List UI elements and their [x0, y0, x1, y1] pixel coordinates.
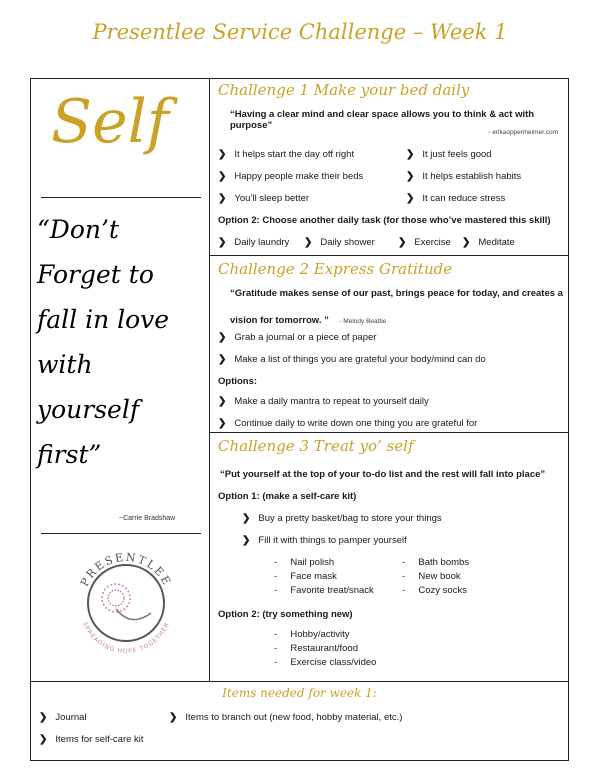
quote-line: with: [37, 350, 93, 379]
challenge-1-source: - erikaoppenheimer.com: [488, 129, 558, 136]
arrow-icon: ❯: [406, 149, 415, 160]
challenge-3: [210, 433, 568, 681]
quote-attribution: ~Carrie Bradshaw: [119, 515, 176, 522]
list-item: - Restaurant/food: [274, 643, 358, 654]
list-item: ❯ It can reduce stress: [406, 193, 506, 204]
list-item: ❯ Happy people make their beds: [218, 171, 364, 182]
challenge-1-quote: “Having a clear mind and clear space allows you to think & act with purpose”: [230, 109, 535, 131]
arrow-icon: ❯: [218, 237, 227, 248]
arrow-icon: ❯: [218, 332, 227, 343]
list-item: - New book: [402, 571, 461, 582]
list-item: ❯ Items to branch out (new food, hobby material, etc.): [169, 712, 403, 723]
challenge-1: [210, 79, 568, 256]
list-item: - Hobby/activity: [274, 629, 350, 640]
logo-text-bottom: SPREADING HOPE TOGETHER: [80, 621, 172, 656]
challenge-2-options-label: Options:: [218, 376, 258, 387]
list-item: ❯ Make a daily mantra to repeat to yourself daily: [218, 396, 429, 407]
arrow-icon: ❯: [242, 513, 251, 524]
challenge-table: [30, 78, 569, 682]
arrow-icon: ❯: [218, 418, 227, 429]
divider: [41, 533, 201, 534]
list-item: ❯ Journal: [39, 712, 87, 723]
list-item: - Bath bombs: [402, 557, 470, 568]
arrow-icon: ❯: [218, 354, 227, 365]
arrow-icon: ❯: [39, 734, 48, 745]
list-item: ❯ Continue daily to write down one thing you are grateful for: [218, 418, 478, 429]
arrow-icon: ❯: [169, 712, 178, 723]
challenge-2: [210, 256, 568, 433]
list-item: ❯ Exercise: [398, 237, 451, 248]
self-heading: Self: [51, 87, 170, 157]
list-item: ❯ Daily shower: [304, 237, 375, 248]
quote-line: yourself: [37, 395, 140, 424]
quote-line: “Don’t: [37, 215, 119, 244]
page-title: Presentlee Service Challenge – Week 1: [92, 20, 508, 44]
svg-text:PRESENTLEE: [78, 551, 174, 589]
arrow-icon: ❯: [218, 193, 227, 204]
list-item: ❯ It helps start the day off right: [218, 149, 355, 160]
arrow-icon: ❯: [398, 237, 407, 248]
challenge-1-heading: Challenge 1 Make your bed daily: [218, 81, 470, 99]
arrow-icon: ❯: [304, 237, 313, 248]
arrow-icon: ❯: [406, 193, 415, 204]
divider: [41, 197, 201, 198]
challenge-1-option-2: Option 2: Choose another daily task (for those who’ve mastered this skill): [218, 215, 551, 226]
challenge-2-quote: “Gratitude makes sense of our past, brings peace for today, and creates a: [230, 288, 563, 299]
challenge-2-heading: Challenge 2 Express Gratitude: [218, 260, 453, 278]
list-item: - Cozy socks: [402, 585, 467, 596]
arrow-icon: ❯: [218, 396, 227, 407]
items-needed: [30, 680, 569, 761]
arrow-icon: ❯: [218, 149, 227, 160]
arrow-icon: ❯: [462, 237, 471, 248]
list-item: ❯ Daily laundry: [218, 237, 290, 248]
list-item: - Face mask: [274, 571, 337, 582]
list-item: - Nail polish: [274, 557, 335, 568]
list-item: ❯ It just feels good: [406, 149, 492, 160]
list-item: ❯ You’ll sleep better: [218, 193, 310, 204]
list-item: ❯ Grab a journal or a piece of paper: [218, 332, 377, 343]
arrow-icon: ❯: [39, 712, 48, 723]
list-item: ❯ It helps establish habits: [406, 171, 522, 182]
list-item: ❯ Fill it with things to pamper yourself: [242, 535, 407, 546]
challenge-3-option-2: Option 2: (try something new): [218, 609, 353, 620]
list-item: - Favorite treat/snack: [274, 585, 374, 596]
list-item: ❯ Buy a pretty basket/bag to store your things: [242, 513, 442, 524]
list-item: ❯ Make a list of things you are grateful your body/mind can do: [218, 354, 486, 365]
arrow-icon: ❯: [218, 171, 227, 182]
challenge-2-quote-end: vision for tomorrow. ” - Melody Beattie: [230, 315, 387, 326]
list-item: ❯ Items for self-care kit: [39, 734, 144, 745]
items-needed-heading: Items needed for week 1:: [222, 686, 377, 700]
presentlee-logo: [66, 543, 186, 663]
challenge-3-option-1: Option 1: (make a self-care kit): [218, 491, 357, 502]
challenge-3-quote: “Put yourself at the top of your to-do list and the rest will fall into place”: [220, 469, 546, 480]
quote-line: Forget to: [37, 260, 154, 289]
logo-text-top: PRESENTLEE: [77, 550, 175, 589]
list-item: ❯ Meditate: [462, 237, 515, 248]
self-column: [31, 79, 210, 681]
svg-text:SPREADING HOPE TOGETHER: [81, 621, 171, 655]
quote-line: fall in love: [37, 305, 170, 334]
quote-line: first”: [37, 440, 102, 469]
quote: [37, 207, 207, 477]
challenge-3-heading: Challenge 3 Treat yo’ self: [218, 437, 414, 455]
arrow-icon: ❯: [242, 535, 251, 546]
list-item: - Exercise class/video: [274, 657, 377, 668]
arrow-icon: ❯: [406, 171, 415, 182]
